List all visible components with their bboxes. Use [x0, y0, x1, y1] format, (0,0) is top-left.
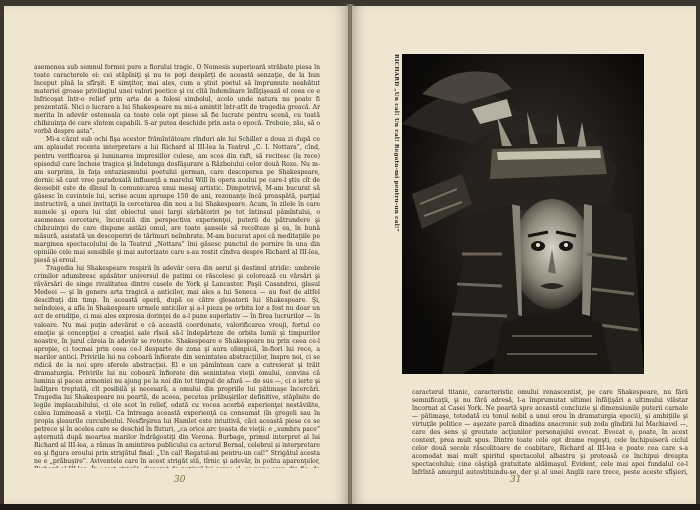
- book-bottom-edge: [0, 504, 700, 510]
- right-page-body-text: [412, 389, 688, 477]
- left-paragraph-1: asemenea sub semnul formei pure a fiorului tragic. O Nemesis superioară străbate piesa în toate caracterele ei: cei stăpîniţi şi nu te poţi despărţi de această senzaţie, de la bun început pînă la sfîrşit. E simţitor, mai ales, cum a ştiut poetul să împrumute neabătut materiei groase privilegiul unei valori poetice şi cu cîtă îndemînare înfăţişează el ceea ce e înfricoşat într-o relief prin arta de a folosi simbolul, acolo unde natura nu poate fi prezentată. Nici o lucrare a lui Shakespeare nu mi-a amintit într-atît de tragedia greacă. Ar merita în adevăr osteneala ca toate cele opt piese să fie lucrate pentru scenă, cu toată chibzuinţa de care sîntem capabili. S-ar putea deschide prin asta o epocă. Trebuie, zău, să o vorbă despre asta”.: [34, 64, 320, 136]
- right-page: [352, 6, 696, 504]
- left-paragraph-3: Tragedia lui Shakespeare respiră în adevăr ceva din aerul şi destinul atridic: umbrele crimilor adumbresc apăsător universul de patimi ce răscolesc şi colorează cu vărsări şi răvărsări de singe rivalitatea dintre casele de York şi Lancaster. Paşii Casandrei, glasul Medeei — şi în genere arta tragică a anticilor, mai ales a lui Seneca — au fost de altfel descifraţi din timp. În această operă, după ce către glosatorii lui Shakespeare. Şi, neîndoios, a afla în Shakespeare urmele anticilor şi a-l pieza pe orbita lor a fost nu doar un act de erudiţie, ci mai ales expresia dorinţei de a-l pune superlativ — în firea lucrurilor — în valoare. Nu mai puţin adevărat e că această coordonate, valorificarea vreuji, fortul co emoţie şi concepţiei a creaţiei sale rîscă să-l îndepărteze de orbita lumii şi timpurilor noastre, în jurul căreia în adevăr se rotește. Shakespeare e Shakespeare nu prin ceea ce-l apropie, ci tocmai prin ceea ce-l desparte de zona şi aura olimpică, în-fiori lui rece, a marilor antici. Privirile lui nu coboară înfiorate din senintatea abstracţiilor, înspre noi, ci se ridică de la noi spre sferele abstracţiei. El e un pămîntean care a cutreierat şi trăit dramaturgia. Privirile lui nu coboară înfiorate din senintatea vieţii omului, convins că lumina şi pacea armoniei nu ajung pe la noi din tot timpul de afară — de sus —, ci o ierte şi înălţare treptată, cît posibilă şi necesară, a omului din propriile lui pătimaşe încercări. Tragedia lui Shakespeare nu poartă, de aceea, pecetea prăbuşirilor definitive, stăpînite de legile implacabilului, ci ele scot în relief, odată cu vocea acerbă experienţei nestăvilite, calea luminoasă a vieţii. Ca întreaga această experienţă ca consumat (în gregeli sau în propia şleaurile curcubeului. Nesfîrşirea lui Hamlet este intuitivă, căci această piese ce se petrece şi în acelea care se deschid în fluturi, „ca orice arc ţeasta de vieţii: e „sumbra pace” aşternută după moartea marilor îndrăgostiţi din Verona. Burbage, primul interpret al lui Richard al III-lea, a rămas în amintirea publicului ca actorul Bernal, celebrul și interpretare ea şi figura eroului prin strigătul final: „Un cal! Regatul-mi pentru-un cal!” Strigătul acesta ne e „prăbuşire”. Aviventele care în acest strigăt stă, tîrnic şi adevăr, în polita aparenţelor,: [34, 265, 320, 466]
- page-number-left: 30: [174, 475, 186, 485]
- left-page-body-text: [34, 64, 320, 468]
- photo-caption-text: RICHARD „Un cal! Un cal! Regatu-mi pentru-un cal!”: [393, 54, 399, 232]
- actor-portrait-illustration: [402, 54, 644, 374]
- right-paragraph-1: caracterul titanic, caracteristic omului renascentist, pe care Shakespeare, nu fără semnificaţii, şi nu fără adresă, l-a împrumutat ultimei înfăţişări a ultimului vlăstar încornat al Casei York. Ne poartă spre această concluzie şi dimensiunile puterii carnale — pătimaşe, totodată cu tonul nobil a unui erou în dramaturgia epocii), şi ambiţiile şi virtuţile politice — aşezate parcă dinadins anacronic sub zoda gîndirii lui Machiavel —, care des sens şi greutate acţiunilor personajului evocat. Evocat e, poate, în acest context, prea mult spus. Dintre toate cele opt drame regeşti, cele închipuiseră ciclul celor două secole răscolitoare de coabitare, Richard al III-lea e poate cea care s-a acomodat mai mult spiritul spectacolul albastru şi protoasă ce închipui dreapta spectacolului; cine câştigă gratuitate aldămaşul. Evident, cele mai apoi fundalul ce-l înfrîntă amurgul autostituindu-se, der şi al unei Anglii care trece, peste aceste sfîşieri,: [412, 389, 688, 477]
- photo-caption: [390, 54, 400, 374]
- richard-iii-actor-photo: [402, 54, 644, 374]
- left-paragraph-2: Mi-a căzut sub ochi fişa acestor frămîntătoare rînduri ale lui Schiller a doua zi după ce am aplaudat recenta interpretare a lui Richard al III-lea la Teatrul „C. I. Nottara”, cînd, pentru verificarea şi luminarea impresiilor culese, am scos din raft, să recitesc (la rece) episodul care încheie tragica şi îndelunga desfăşurare a Războiului celor două Roze. Nu m-am surprins, în faţa entuziasmului poetului german, care descoperea pe Shakespeare, dornic să caut vreo paradoxală influenţă a marelui Will în opera acelui pe care-l ştiu cît de deosebit este de dînsul în comunicarea unui mesaj artistic. Dimpotrivă, M-am bucurat să găsesc în cuvintele lui, scrise acum aproape 150 de ani, rezonanţe încă proaspătă, parţial instructivă, a unei invitaţii la cercetarea din nou a lui Shakespeare. Acum, în zilele în care numele şi opera lui sînt obiectul unei largi sărbătoriri pe tot întinsul pămîntului, o asemenea cercetare, încurcată din perspectiva experienţei, puterii de pătrundere şi chibzuinţei de care dispune astăzi omul, are toate şansele să recolteze şi ea, în bună măsură, asistată un descoperiri de tărîmuri neîmbrate. M-am bucurat apoi că meditaţiile pe marginea spectacolului de la Teatrul „Nottara” îmi găsesc punctul de pornire în una din opiniile cele mai sensibile şi mai autorizate care s-au rostit cîndva despre Richard al III-lea, piesă şi eroul.: [34, 136, 320, 265]
- left-page: [4, 6, 348, 504]
- page-number-right: 31: [510, 475, 522, 485]
